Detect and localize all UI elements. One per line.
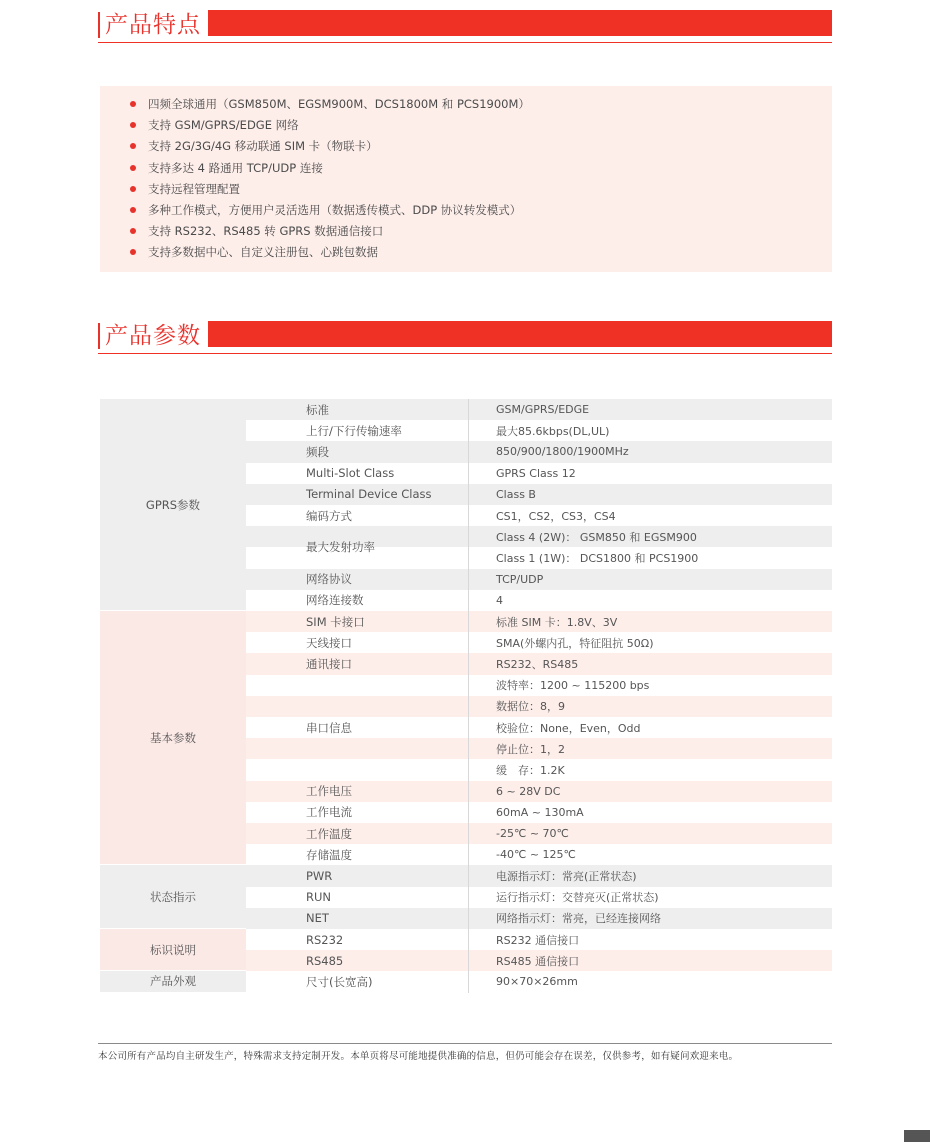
features-section-header xyxy=(98,10,832,40)
param-value: RS232、RS485 xyxy=(468,653,832,674)
param-name: 尺寸(长宽高) xyxy=(306,974,373,989)
param-name: RUN xyxy=(306,890,332,905)
header-red-band xyxy=(208,321,832,347)
param-value: 最大85.6kbps(DL,UL) xyxy=(468,420,832,441)
param-name: SIM 卡接口 xyxy=(306,614,365,629)
param-value: 850/900/1800/1900MHz xyxy=(468,441,832,462)
param-value: 网络指示灯：常亮，已经连接网络 xyxy=(468,908,832,929)
param-value: 缓 存：1.2K xyxy=(468,759,832,780)
features-title: 产品特点 xyxy=(105,12,201,38)
feature-item xyxy=(148,115,832,136)
param-value: 校验位：None，Even，Odd xyxy=(468,717,832,738)
param-value: 60mA ~ 130mA xyxy=(468,802,832,823)
param-name: RS232 xyxy=(306,932,344,947)
param-name: 编码方式 xyxy=(306,508,352,523)
param-value: 90×70×26mm xyxy=(468,971,832,992)
header-underline xyxy=(98,353,832,354)
feature-item xyxy=(148,94,832,115)
param-name: 最大发射功率 xyxy=(306,540,375,555)
param-name: 天线接口 xyxy=(306,635,352,650)
footer-note: 本公司所有产品均自主研发生产，特殊需求支持定制开发。本单页将尽可能地提供准确的信息，但仍可能会存在误差，仅供参考，如有疑问欢迎来电。 xyxy=(98,1051,739,1062)
feature-list xyxy=(100,86,832,264)
param-value: GSM/GPRS/EDGE xyxy=(468,399,832,420)
param-name: 频段 xyxy=(306,444,329,459)
bullet-dot-icon xyxy=(130,249,136,255)
param-value: GPRS Class 12 xyxy=(468,463,832,484)
feature-text: 支持 2G/3G/4G 移动联通 SIM 卡（物联卡） xyxy=(148,139,378,154)
param-name: 网络连接数 xyxy=(306,593,364,608)
param-name: NET xyxy=(306,911,329,926)
header-accent-bar xyxy=(98,12,100,38)
param-name: Terminal Device Class xyxy=(306,487,432,502)
param-value: 6 ~ 28V DC xyxy=(468,781,832,802)
feature-item xyxy=(148,136,832,157)
param-value: 波特率：1200 ~ 115200 bps xyxy=(468,675,832,696)
params-title: 产品参数 xyxy=(105,323,201,349)
feature-item xyxy=(148,221,832,242)
param-value: SMA(外螺内孔，特征阻抗 50Ω) xyxy=(468,632,832,653)
bullet-dot-icon xyxy=(130,165,136,171)
feature-text: 多种工作模式，方便用户灵活选用（数据透传模式、DDP 协议转发模式） xyxy=(148,203,522,218)
feature-text: 支持 RS232、RS485 转 GPRS 数据通信接口 xyxy=(148,224,384,239)
param-value: Class 4 (2W)： GSM850 和 EGSM900 xyxy=(468,526,832,547)
param-name: 串口信息 xyxy=(306,720,352,735)
params-table xyxy=(100,399,832,993)
bullet-dot-icon xyxy=(130,122,136,128)
param-name: 存储温度 xyxy=(306,847,352,862)
param-value: 数据位：8，9 xyxy=(468,696,832,717)
param-value: Class 1 (1W)： DCS1800 和 PCS1900 xyxy=(468,547,832,568)
param-name: 标准 xyxy=(306,402,329,417)
feature-item xyxy=(148,200,832,221)
feature-text: 支持 GSM/GPRS/EDGE 网络 xyxy=(148,118,299,133)
param-name: 工作电流 xyxy=(306,805,352,820)
param-group-label: GPRS参数 xyxy=(100,399,246,611)
page-corner-block xyxy=(904,1130,930,1142)
param-name: 上行/下行传输速率 xyxy=(306,423,402,438)
param-value: 4 xyxy=(468,590,832,611)
feature-text: 支持远程管理配置 xyxy=(148,181,240,196)
param-value: -40℃ ~ 125℃ xyxy=(468,844,832,865)
feature-text: 支持多数据中心、自定义注册包、心跳包数据 xyxy=(148,245,378,260)
param-group-label: 基本参数 xyxy=(100,611,246,865)
param-name: 网络协议 xyxy=(306,572,352,587)
feature-item xyxy=(148,179,832,200)
header-accent-bar xyxy=(98,323,100,349)
footer-divider xyxy=(98,1043,832,1044)
bullet-dot-icon xyxy=(130,228,136,234)
param-name: 工作温度 xyxy=(306,826,352,841)
param-value: CS1，CS2，CS3，CS4 xyxy=(468,505,832,526)
feature-text: 支持多达 4 路通用 TCP/UDP 连接 xyxy=(148,160,323,175)
feature-item xyxy=(148,158,832,179)
param-value: 运行指示灯：交替亮灭(正常状态) xyxy=(468,887,832,908)
param-name: 工作电压 xyxy=(306,784,352,799)
features-panel xyxy=(100,86,832,272)
param-value: -25℃ ~ 70℃ xyxy=(468,823,832,844)
param-name: Multi-Slot Class xyxy=(306,466,395,481)
param-value: TCP/UDP xyxy=(468,569,832,590)
param-value: 电源指示灯：常亮(正常状态) xyxy=(468,865,832,886)
bullet-dot-icon xyxy=(130,207,136,213)
param-name: 通讯接口 xyxy=(306,656,352,671)
bullet-dot-icon xyxy=(130,186,136,192)
param-value: RS485 通信接口 xyxy=(468,950,832,971)
header-red-band xyxy=(208,10,832,36)
bullet-dot-icon xyxy=(130,101,136,107)
feature-text: 四频全球通用（GSM850M、EGSM900M、DCS1800M 和 PCS1900M） xyxy=(148,97,530,111)
param-name: PWR xyxy=(306,868,333,883)
param-value: 停止位：1，2 xyxy=(468,738,832,759)
param-group-label: 标识说明 xyxy=(100,929,246,971)
param-group-label: 产品外观 xyxy=(100,971,246,992)
header-underline xyxy=(98,42,832,43)
params-section-header xyxy=(98,321,832,351)
feature-item xyxy=(148,242,832,263)
bullet-dot-icon xyxy=(130,143,136,149)
param-value: 标准 SIM 卡：1.8V、3V xyxy=(468,611,832,632)
param-name: RS485 xyxy=(306,953,344,968)
param-group-label: 状态指示 xyxy=(100,865,246,929)
param-value: Class B xyxy=(468,484,832,505)
param-value: RS232 通信接口 xyxy=(468,929,832,950)
